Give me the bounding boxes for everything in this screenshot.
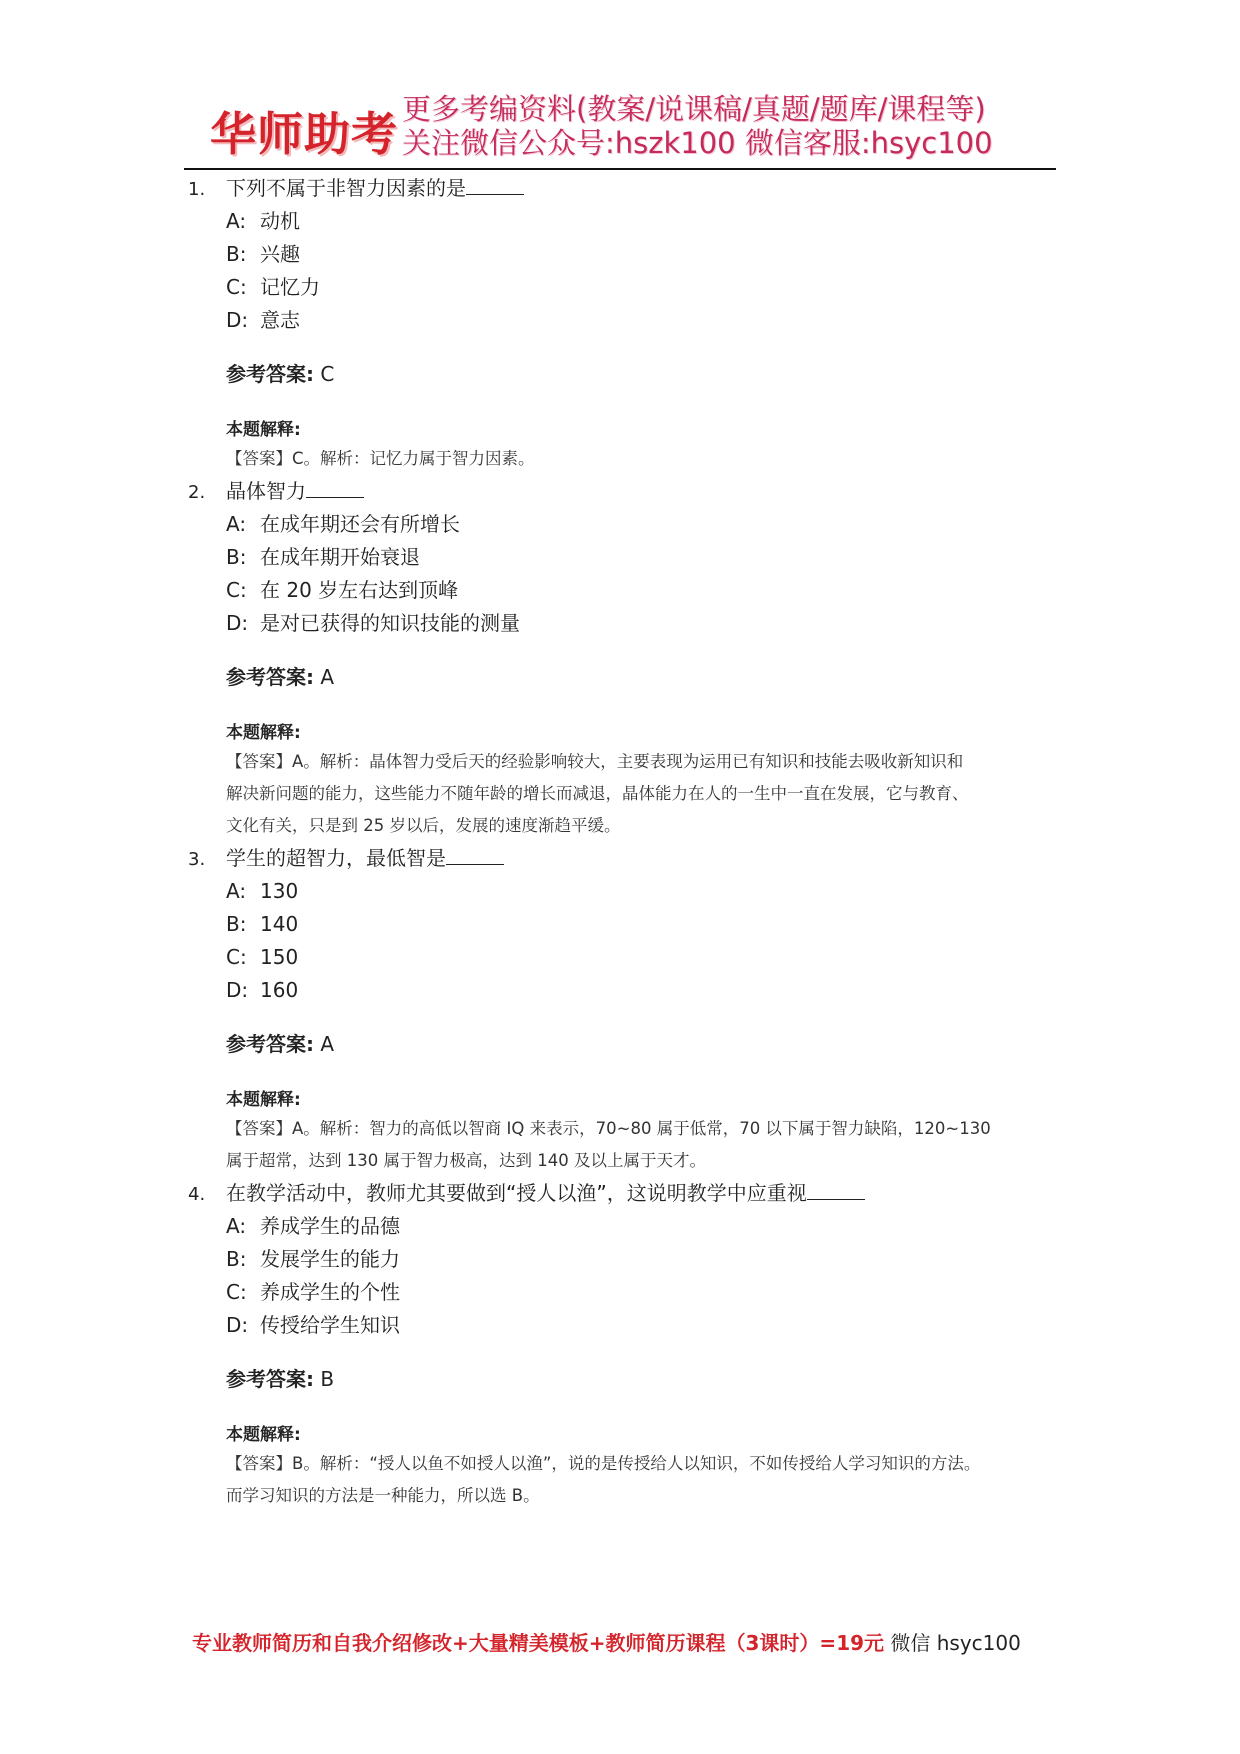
option-c [226,574,1064,607]
option-text: 兴趣 [260,242,300,266]
option-letter: A: [226,1214,247,1238]
option-letter: A: [226,512,247,536]
answer-value: A [320,1032,335,1056]
option-letter: B: [226,1247,247,1271]
option-letter: B: [226,242,247,266]
explanation-text [184,1113,1064,1177]
question-text: 学生的超智力，最低智是 [226,846,446,870]
explanation-line: 【答案】B。解析：“授人以鱼不如授人以渔”，说的是传授给人以知识，不如传授给人学习知识的方法。 [226,1454,981,1473]
question-text: 在教学活动中，教师尤其要做到“授人以渔”，这说明教学中应重视 [226,1181,807,1205]
option-letter: C: [226,275,247,299]
option-text: 发展学生的能力 [260,1247,400,1271]
question-4 [184,1177,1064,1512]
answer-value: B [320,1367,335,1391]
option-c [226,1276,1064,1309]
option-list [184,1210,1064,1342]
banner-line-1: 更多考编资料(教案/说课稿/真题/题库/课程等) [402,92,986,126]
answer-label: 参考答案: [226,362,314,386]
explanation-line: 【答案】C。解析：记忆力属于智力因素。 [226,449,535,468]
option-letter: D: [226,611,249,635]
header-banner [210,92,1050,164]
answer-blank [466,176,524,195]
option-text: 记忆力 [260,275,320,299]
header-divider [184,168,1056,170]
option-c [226,271,1064,304]
question-2 [184,475,1064,842]
question-text: 下列不属于非智力因素的是 [226,176,466,200]
option-list [184,875,1064,1007]
answer-label: 参考答案: [226,665,314,689]
banner-line-2: 关注微信公众号:hszk100 微信客服:hsyc100 [402,126,993,160]
option-d [226,304,1064,337]
question-number: 4. [188,1184,206,1205]
answer-label: 参考答案: [226,1032,314,1056]
explanation-line: 【答案】A。解析：晶体智力受后天的经验影响较大，主要表现为运用已有知识和技能去吸收新知识和 [226,752,964,771]
option-text: 养成学生的个性 [260,1280,400,1304]
question-list [184,172,1064,1512]
question-3 [184,842,1064,1177]
option-text: 在成年期开始衰退 [260,545,420,569]
option-letter: C: [226,945,247,969]
option-text: 是对已获得的知识技能的测量 [260,611,520,635]
question-number: 1. [188,179,206,200]
option-text: 意志 [260,308,300,332]
option-letter: C: [226,578,247,602]
explanation-title: 本题解释: [226,723,301,743]
option-a [226,1210,1064,1243]
option-list [184,205,1064,337]
footer-promo [192,1627,1092,1656]
option-text: 在成年期还会有所增长 [260,512,460,536]
question-stem [184,842,1064,875]
footer-contact: 微信 hsyc100 [884,1631,1021,1655]
explanation-line: 【答案】A。解析：智力的高低以智商 IQ 来表示，70~80 属于低常，70 以下属于智力缺陷，120~130 [226,1119,991,1138]
brand-logo: 华师助考 [210,107,398,161]
option-letter: B: [226,545,247,569]
option-d [226,1309,1064,1342]
question-1 [184,172,1064,475]
reference-answer [184,359,1064,389]
question-stem [184,475,1064,508]
option-letter: D: [226,308,249,332]
option-letter: A: [226,879,247,903]
option-text: 养成学生的品德 [260,1214,400,1238]
explanation-text [184,443,1064,475]
option-text: 140 [260,912,299,936]
option-text: 150 [260,945,299,969]
option-b [226,541,1064,574]
answer-value: A [320,665,335,689]
banner-text [402,92,1042,160]
answer-value: C [320,362,335,386]
answer-blank [306,479,364,498]
option-text: 160 [260,978,299,1002]
option-c [226,941,1064,974]
question-stem [184,1177,1064,1210]
reference-answer [184,1364,1064,1394]
question-stem [184,172,1064,205]
footer-promo-text: 专业教师简历和自我介绍修改+大量精美模板+教师简历课程（3课时）=19元 [192,1631,885,1655]
answer-blank [446,846,504,865]
option-a [226,875,1064,908]
explanation-line: 解决新问题的能力，这些能力不随年龄的增长而减退，晶体能力在人的一生中一直在发展，它与教育、 [226,784,969,803]
explanation-title: 本题解释: [226,1425,301,1445]
option-text: 在 20 岁左右达到顶峰 [260,578,459,602]
explanation-line: 文化有关，只是到 25 岁以后，发展的速度渐趋平缓。 [226,816,621,835]
option-a [226,205,1064,238]
answer-label: 参考答案: [226,1367,314,1391]
explanation-text [184,746,1064,842]
question-text: 晶体智力 [226,479,306,503]
option-b [226,238,1064,271]
option-b [226,1243,1064,1276]
option-letter: A: [226,209,247,233]
option-d [226,974,1064,1007]
reference-answer [184,1029,1064,1059]
explanation-line: 而学习知识的方法是一种能力，所以选 B。 [226,1486,540,1505]
explanation-title: 本题解释: [226,1090,301,1110]
option-d [226,607,1064,640]
explanation-text [184,1448,1064,1512]
option-text: 传授给学生知识 [260,1313,400,1337]
answer-blank [807,1181,865,1200]
explanation-title: 本题解释: [226,420,301,440]
option-b [226,908,1064,941]
option-letter: C: [226,1280,247,1304]
option-letter: B: [226,912,247,936]
explanation-line: 属于超常，达到 130 属于智力极高，达到 140 及以上属于天才。 [226,1151,706,1170]
option-letter: D: [226,978,249,1002]
option-a [226,508,1064,541]
question-number: 2. [188,482,206,503]
option-text: 动机 [260,209,300,233]
reference-answer [184,662,1064,692]
option-list [184,508,1064,640]
option-text: 130 [260,879,299,903]
option-letter: D: [226,1313,249,1337]
question-number: 3. [188,849,206,870]
